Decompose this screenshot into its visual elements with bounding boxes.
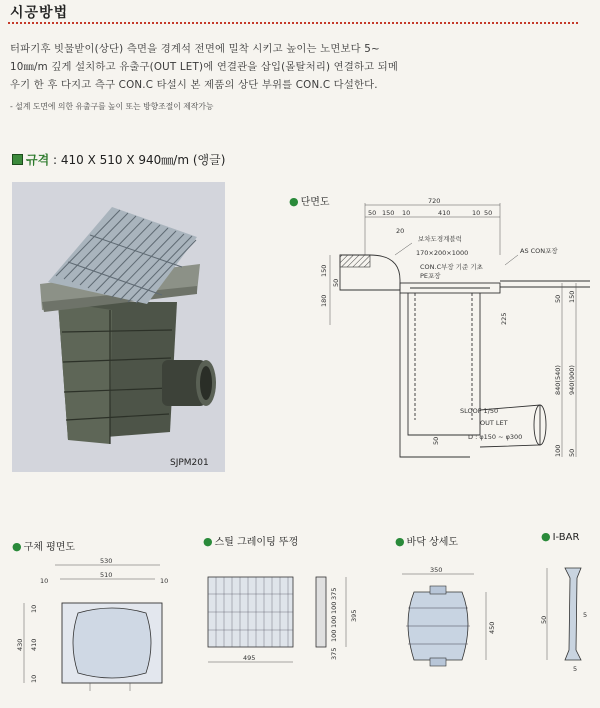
svg-text:530: 530 (100, 557, 113, 565)
photo-caption: SJPM201 (170, 458, 209, 468)
svg-text:50: 50 (554, 294, 562, 303)
svg-text:100: 100 (330, 601, 338, 614)
svg-text:10: 10 (472, 209, 481, 217)
svg-text:395: 395 (350, 609, 358, 622)
spec-label: 규격 (26, 153, 50, 167)
svg-text:50: 50 (540, 615, 548, 624)
svg-text:10: 10 (40, 577, 49, 585)
title-divider (8, 22, 578, 24)
bottom-view-drawing (392, 562, 502, 677)
paragraph-line-3: 우기 한 후 다지고 측구 CON.C 타설시 본 제품의 상단 부위를 CON.C 다설한다. (10, 79, 378, 91)
svg-text:10: 10 (30, 674, 38, 683)
svg-text:430: 430 (16, 638, 24, 651)
svg-text:100: 100 (330, 615, 338, 628)
design-note: - 설계 도면에 의한 유출구를 높이 또는 방향조절이 제작가능 (10, 102, 214, 111)
svg-text:225: 225 (500, 312, 508, 325)
svg-text:20: 20 (396, 227, 405, 235)
svg-text:50: 50 (484, 209, 493, 217)
svg-text:375: 375 (330, 647, 338, 660)
plan-view-drawing (10, 555, 180, 695)
svg-text:375: 375 (330, 587, 338, 600)
paragraph-line-1: 터파기후 빗물받이(상단) 측면을 경계석 전면에 밀착 시키고 높이는 노면보다 5~ (10, 43, 380, 55)
svg-text:410: 410 (438, 209, 451, 217)
svg-text:940(900): 940(900) (568, 365, 576, 395)
svg-text:5: 5 (583, 611, 588, 619)
svg-text:510: 510 (100, 571, 113, 579)
section-bullet-icon: ● (289, 195, 299, 208)
svg-text:50: 50 (368, 209, 377, 217)
section-view-title: ● 단면도 (289, 195, 330, 208)
svg-text:CON.C부장 기준 기초: CON.C부장 기준 기초 (420, 263, 483, 271)
bottom-view-title: ● 바닥 상세도 (395, 535, 459, 548)
svg-text:10: 10 (30, 604, 38, 613)
product-photo-drawing (12, 182, 225, 472)
svg-text:보차도경계블럭: 보차도경계블럭 (418, 235, 462, 243)
plan-view-title: ● 구체 평면도 (12, 540, 76, 553)
svg-text:150: 150 (320, 264, 328, 277)
svg-text:180: 180 (320, 294, 328, 307)
svg-text:720: 720 (428, 197, 441, 205)
page-title: 시공방법 (10, 5, 69, 21)
spec-marker-icon (12, 154, 23, 165)
product-photo (12, 182, 225, 472)
svg-text:AS CON포장: AS CON포장 (520, 247, 558, 255)
paragraph-line-2: 10㎜/m 깊게 설치하고 유출구(OUT LET)에 연결관을 삽입(몰탈처리) 연결하고 되메 (10, 61, 399, 73)
spec-value: : 410 X 510 X 940㎜/m (앵글) (53, 153, 226, 167)
ibar-view-title: ● I-BAR (541, 530, 580, 543)
svg-text:50: 50 (332, 278, 340, 287)
svg-text:50: 50 (568, 448, 576, 457)
svg-text:10: 10 (402, 209, 411, 217)
svg-text:OUT LET: OUT LET (480, 419, 508, 427)
svg-text:50: 50 (432, 436, 440, 445)
svg-text:495: 495 (243, 654, 256, 662)
grating-view-title: ● 스틸 그레이팅 뚜껑 (203, 535, 299, 548)
svg-text:450: 450 (488, 621, 496, 634)
svg-text:150: 150 (568, 290, 576, 303)
svg-text:PE포장: PE포장 (420, 272, 441, 280)
svg-text:100: 100 (330, 629, 338, 642)
svg-text:SLOOF 1/50: SLOOF 1/50 (460, 407, 499, 415)
svg-text:10: 10 (160, 577, 169, 585)
svg-text:410: 410 (30, 638, 38, 651)
grating-view-drawing (198, 562, 378, 677)
svg-text:D : φ150 ~ φ300: D : φ150 ~ φ300 (468, 433, 523, 441)
svg-text:170×200×1000: 170×200×1000 (416, 249, 469, 257)
svg-text:5: 5 (573, 665, 578, 673)
spec-line (12, 151, 225, 168)
section-view-drawing (300, 195, 595, 480)
svg-text:840(540): 840(540) (554, 365, 562, 395)
svg-text:100: 100 (554, 444, 562, 457)
ibar-view-drawing (535, 560, 595, 675)
svg-text:350: 350 (430, 566, 443, 574)
svg-text:150: 150 (382, 209, 395, 217)
